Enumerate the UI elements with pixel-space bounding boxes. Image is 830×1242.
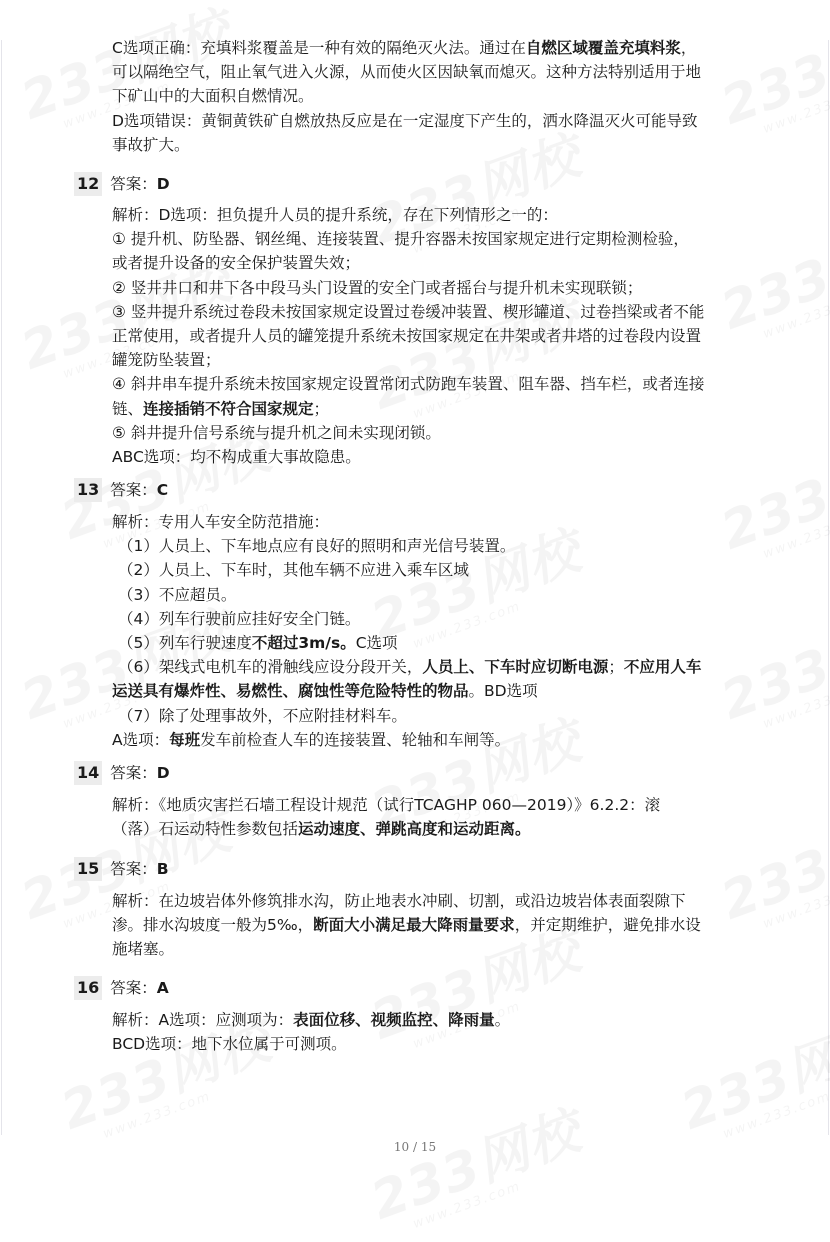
- emphasis-text: 运送具有爆炸性、易燃性、腐蚀性等危险特性的物品: [112, 682, 469, 701]
- explanation-line: [112, 913, 701, 937]
- text-span: ① 提升机、防坠器、钢丝绳、连接装置、提升容器未按国家规定进行定期检测检验，: [112, 230, 689, 249]
- answer-label: 答案：: [110, 860, 157, 878]
- emphasis-text: 自燃区域覆盖充填料浆: [525, 39, 681, 57]
- explanation-line: [112, 203, 558, 227]
- text-span: 解析：在边坡岩体外修筑排水沟，防止地表水冲刷、切割，或沿边坡岩体表面裂隙下: [112, 892, 686, 910]
- answer-value: A: [156, 979, 169, 997]
- text-span: ；: [313, 399, 330, 418]
- paragraph-line: [112, 133, 190, 157]
- explanation-line: [112, 397, 329, 421]
- text-span: 事故扩大。: [112, 135, 190, 154]
- text-span: BCD选项：地下水位属于可测项。: [112, 1035, 347, 1054]
- text-span: 解析：专用人车安全防范措施：: [112, 513, 330, 531]
- question-header: [74, 857, 169, 881]
- text-span: （6）架线式电机车的滑触线应设分段开关，: [118, 658, 423, 677]
- explanation-line: [112, 324, 701, 348]
- question-number: 16: [74, 976, 102, 1000]
- explanation-line: [112, 937, 174, 961]
- explanation-line: [118, 534, 515, 558]
- question-number: 13: [74, 478, 102, 502]
- question-number: 14: [74, 761, 102, 785]
- explanation-line: [112, 300, 704, 324]
- text-span: ④ 斜井串车提升系统未按国家规定设置常闭式防跑车装置、阻车器、挡车栏，或者连接: [112, 375, 705, 394]
- explanation-line: [112, 510, 329, 534]
- text-span: 或者提升设备的安全保护装置失效；: [112, 254, 361, 273]
- text-span: ③ 竖井提升系统过卷段未按国家规定设置过卷缓冲装置、楔形罐道、过卷挡梁或者不能: [112, 302, 705, 321]
- text-span: 可以隔绝空气，阻止氧气进入火源，从而使火区因缺氧而熄灭。这种方法特别适用于地: [112, 63, 702, 82]
- watermark: [715, 215, 830, 352]
- answer-value: D: [156, 175, 170, 193]
- answer-label: 答案：: [110, 175, 157, 193]
- watermark: [675, 1015, 830, 1152]
- text-span: 解析：D选项：担负提升人员的提升系统，存在下列情形之一的：: [112, 206, 558, 224]
- text-span: 解析：《地质灾害拦石墙工程设计规范（试行TCAGHP 060—2019）》6.2.2：滚: [112, 796, 661, 814]
- watermark: [365, 1105, 592, 1242]
- answer-value: B: [156, 860, 169, 878]
- question-header: [74, 976, 169, 1000]
- text-span: ，: [680, 39, 697, 57]
- text-span: ，并定期维护，避免排水设: [514, 916, 701, 935]
- text-span: （2）人员上、下车时，其他车辆不应进入乘车区域: [118, 561, 469, 580]
- question-number: 15: [74, 857, 102, 881]
- explanation-line: [118, 631, 398, 655]
- explanation-line: [112, 421, 441, 445]
- explanation-line: [118, 558, 469, 582]
- text-span: C选项: [355, 634, 398, 652]
- text-span: （落）石运动特性参数包括: [112, 820, 299, 839]
- text-span: ABC选项：均不构成重大事故隐患。: [112, 448, 361, 466]
- answer-value: C: [156, 481, 169, 499]
- emphasis-text: 不应用人车: [623, 658, 702, 677]
- text-span: 渗。排水沟坡度一般为5‰，: [112, 916, 314, 935]
- question-header: [74, 761, 170, 785]
- watermark: [715, 10, 830, 147]
- explanation-line: [112, 817, 531, 841]
- question-header: [74, 172, 170, 196]
- text-span: C选项正确：充填料浆覆盖是一种有效的隔绝灭火法。通过在: [112, 39, 526, 57]
- text-span: 。: [494, 1011, 511, 1029]
- text-span: （7）除了处理事故外，不应附挂材料车。: [118, 706, 407, 725]
- question-header: [74, 478, 168, 502]
- page-indicator: 10 / 15: [393, 1140, 437, 1154]
- answer-label: 答案：: [110, 979, 157, 997]
- text-span: 施堵塞。: [112, 940, 175, 959]
- explanation-line: [118, 607, 360, 631]
- emphasis-text: 人员上、下车时应切断电源: [422, 658, 609, 677]
- answer-value: D: [156, 764, 170, 782]
- page-border-right: [828, 40, 829, 1135]
- explanation-line: [112, 1032, 347, 1056]
- watermark: [715, 435, 830, 572]
- text-span: 链、: [112, 399, 144, 418]
- text-span: （5）列车行驶速度: [118, 634, 252, 652]
- explanation-line: [112, 793, 660, 817]
- explanation-line: [112, 276, 642, 300]
- explanation-line: [112, 889, 686, 913]
- watermark: [715, 805, 830, 942]
- page-border-left: [1, 40, 2, 1135]
- answer-label: 答案：: [110, 764, 157, 782]
- emphasis-text: 运动速度、弹跳高度和运动距离。: [298, 820, 531, 839]
- paragraph-line: [112, 84, 314, 108]
- text-span: （3）不应超员。: [118, 585, 237, 604]
- text-span: 发车前检查人车的连接装置、轮轴和车闸等。: [200, 730, 511, 749]
- text-span: （4）列车行驶前应挂好安全门链。: [118, 609, 361, 628]
- text-span: 罐笼防坠装置；: [112, 351, 221, 370]
- text-span: ；: [608, 658, 624, 677]
- explanation-line: [112, 1008, 510, 1032]
- text-span: 下矿山中的大面积自燃情况。: [112, 87, 314, 106]
- text-span: D选项错误：黄铜黄铁矿自燃放热反应是在一定湿度下产生的，洒水降温灭火可能导致: [112, 111, 698, 130]
- text-span: 。BD选项: [468, 682, 538, 701]
- explanation-line: [112, 251, 360, 275]
- explanation-line: [118, 655, 701, 679]
- answer-label: 答案：: [110, 481, 157, 499]
- explanation-line: [112, 679, 538, 703]
- watermark: [365, 925, 592, 1062]
- watermark: [715, 605, 830, 742]
- text-span: 正常使用，或者提升人员的罐笼提升系统未按国家规定在井架或者井塔的过卷段内设置: [112, 327, 702, 345]
- paragraph-line: [112, 60, 701, 84]
- paragraph-line: [112, 36, 696, 60]
- explanation-line: [112, 445, 361, 469]
- explanation-line: [112, 728, 510, 752]
- explanation-line: [118, 704, 407, 728]
- question-number: 12: [74, 172, 102, 196]
- emphasis-text: 断面大小满足最大降雨量要求: [313, 916, 515, 935]
- text-span: （1）人员上、下车地点应有良好的照明和声光信号装置。: [118, 537, 516, 556]
- explanation-line: [112, 372, 704, 396]
- explanation-line: [118, 583, 236, 607]
- paragraph-line: [112, 109, 697, 133]
- text-span: A选项：: [112, 730, 170, 749]
- emphasis-text: 表面位移、视频监控、降雨量: [293, 1011, 495, 1029]
- text-span: ② 竖井井口和井下各中段马头门设置的安全门或者摇台与提升机未实现联锁；: [112, 278, 643, 297]
- text-span: 解析：A选项：应测项为：: [112, 1011, 294, 1029]
- explanation-line: [112, 227, 689, 251]
- emphasis-text: 不超过3m/s。: [251, 634, 356, 652]
- emphasis-text: 每班: [169, 730, 201, 749]
- emphasis-text: 连接插销不符合国家规定: [143, 399, 314, 418]
- text-span: ⑤ 斜井提升信号系统与提升机之间未实现闭锁。: [112, 423, 441, 442]
- explanation-line: [112, 348, 221, 372]
